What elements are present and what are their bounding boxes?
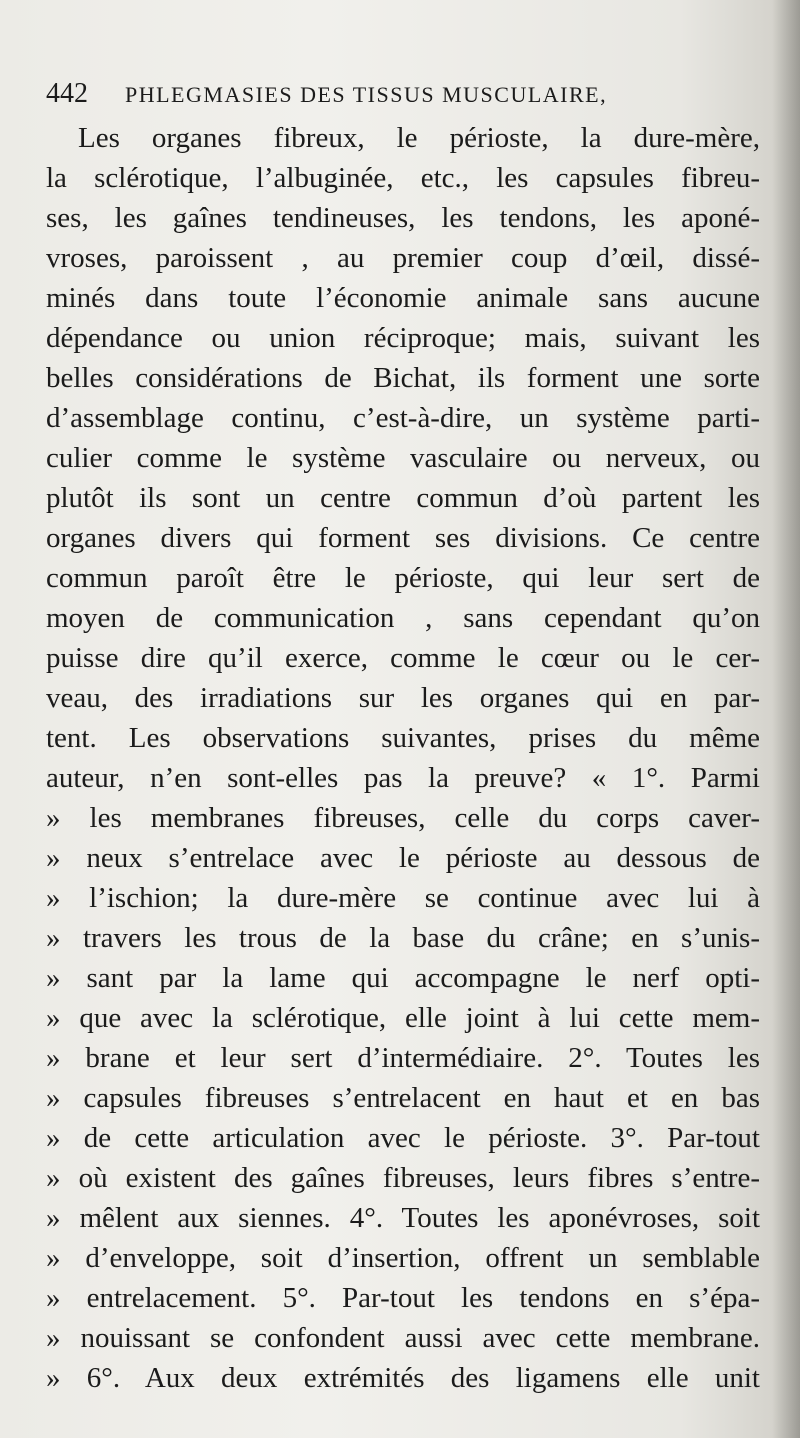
body-text [46, 118, 760, 1398]
text-line: » sant par la lame qui accompagne le nerf opti- [46, 962, 760, 994]
text-line: » l’ischion; la dure-mère se continue avec lui à [46, 882, 760, 914]
text-line: la sclérotique, l’albuginée, etc., les capsules fibreu- [46, 162, 760, 194]
text-line: ses, les gaînes tendineuses, les tendons, les aponé- [46, 202, 760, 234]
text-line: » capsules fibreuses s’entrelacent en haut et en bas [46, 1082, 760, 1114]
text-line: » nouissant se confondent aussi avec cette membrane. [46, 1322, 760, 1354]
text-line: » où existent des gaînes fibreuses, leurs fibres s’entre- [46, 1162, 760, 1194]
text-line: moyen de communication , sans cependant qu’on [46, 602, 760, 634]
text-line: puisse dire qu’il exerce, comme le cœur ou le cer- [46, 642, 760, 674]
text-line: organes divers qui forment ses divisions. Ce centre [46, 522, 760, 554]
text-line: culier comme le système vasculaire ou nerveux, ou [46, 442, 760, 474]
page-number: 442 [46, 78, 88, 109]
text-line: vroses, paroissent , au premier coup d’œil, dissé- [46, 242, 760, 274]
text-line: veau, des irradiations sur les organes qui en par- [46, 682, 760, 714]
text-line: » que avec la sclérotique, elle joint à lui cette mem- [46, 1002, 760, 1034]
running-title: PHLEGMASIES DES TISSUS MUSCULAIRE, [125, 82, 608, 107]
text-line: » les membranes fibreuses, celle du corps caver- [46, 802, 760, 834]
text-line: » 6°. Aux deux extrémités des ligamens elle unit [46, 1362, 760, 1394]
text-line: » travers les trous de la base du crâne; en s’unis- [46, 922, 760, 954]
text-line: commun paroît être le périoste, qui leur sert de [46, 562, 760, 594]
text-line: » de cette articulation avec le périoste. 3°. Par-tout [46, 1122, 760, 1154]
running-header [46, 78, 766, 110]
text-line: plutôt ils sont un centre commun d’où partent les [46, 482, 760, 514]
text-line: belles considérations de Bichat, ils forment une sorte [46, 362, 760, 394]
text-line: » brane et leur sert d’intermédiaire. 2°. Toutes les [46, 1042, 760, 1074]
text-line: minés dans toute l’économie animale sans aucune [46, 282, 760, 314]
text-line: d’assemblage continu, c’est-à-dire, un système parti- [46, 402, 760, 434]
text-line: Les organes fibreux, le périoste, la dure-mère, [78, 122, 760, 154]
text-line: dépendance ou union réciproque; mais, suivant les [46, 322, 760, 354]
text-line: tent. Les observations suivantes, prises du même [46, 722, 760, 754]
text-line: » d’enveloppe, soit d’insertion, offrent un semblable [46, 1242, 760, 1274]
text-line: » mêlent aux siennes. 4°. Toutes les aponévroses, soit [46, 1202, 760, 1234]
page-edge-shadow [772, 0, 800, 1438]
text-line: auteur, n’en sont-elles pas la preuve? « 1°. Parmi [46, 762, 760, 794]
text-line: » entrelacement. 5°. Par-tout les tendons en s’épa- [46, 1282, 760, 1314]
text-line: » neux s’entrelace avec le périoste au dessous de [46, 842, 760, 874]
